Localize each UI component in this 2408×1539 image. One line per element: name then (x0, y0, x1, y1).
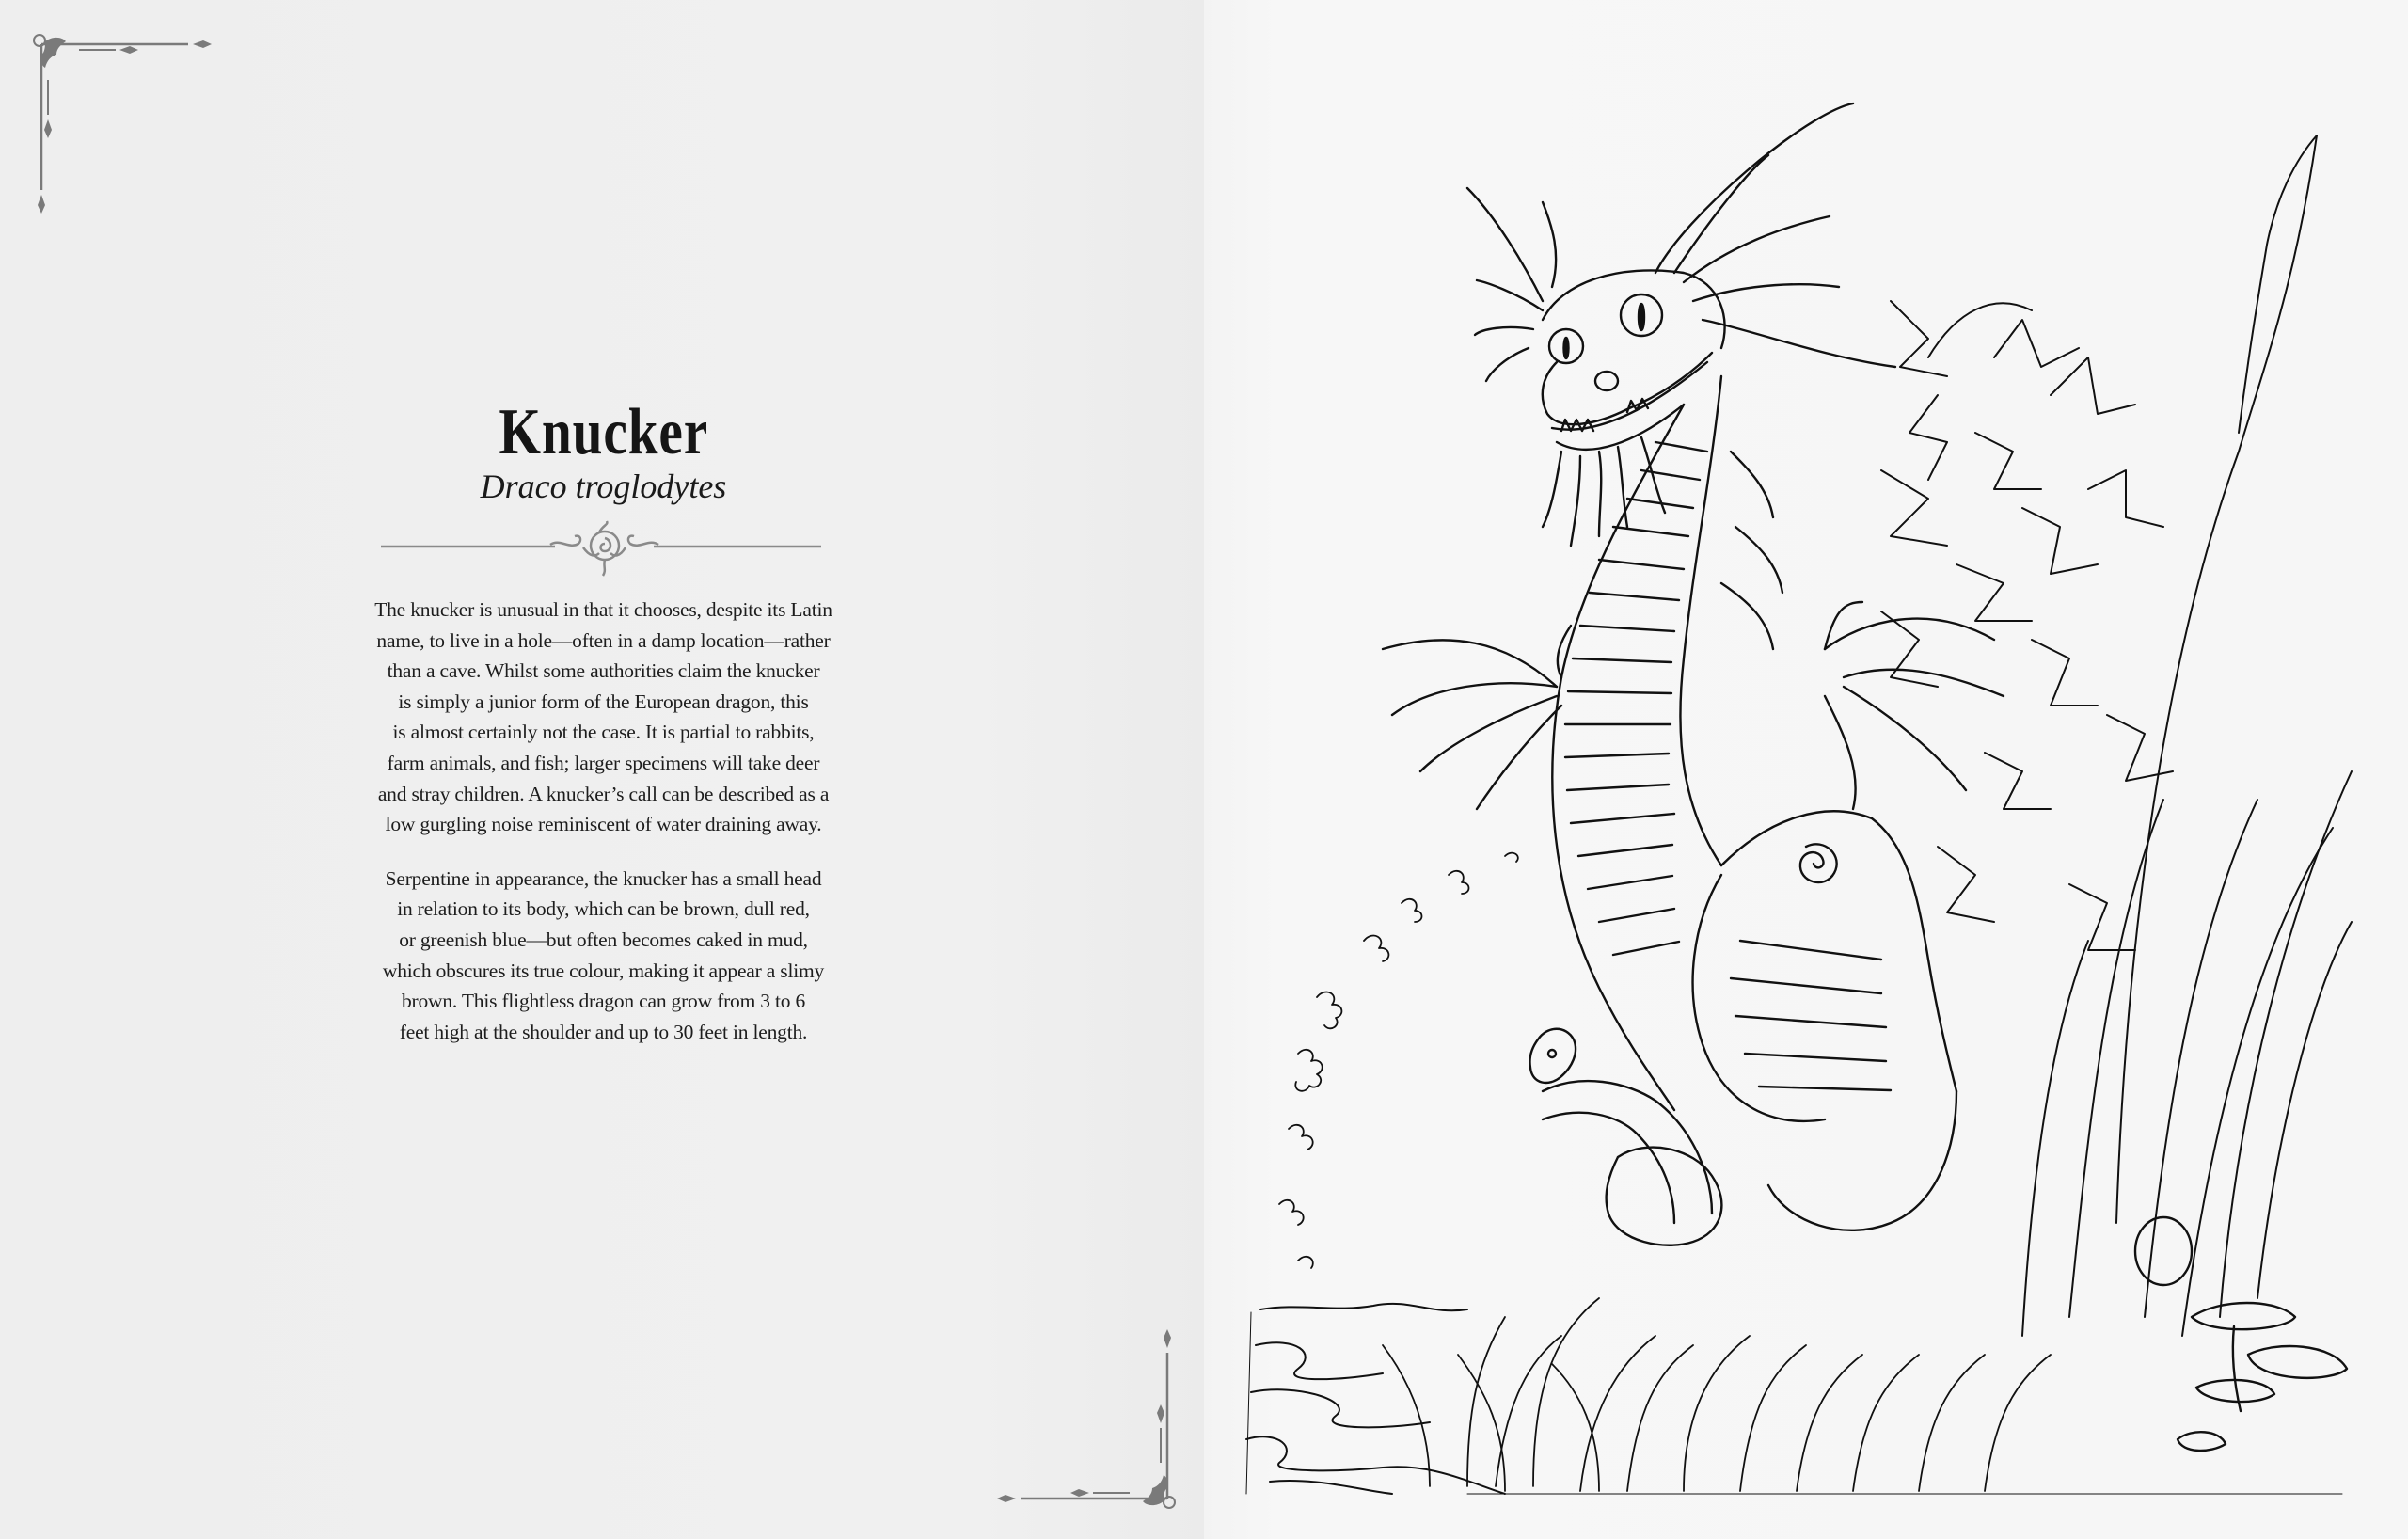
text-line: Serpentine in appearance, the knucker has a small head (385, 866, 822, 890)
text-line: farm animals, and fish; larger specimens will take deer (387, 751, 820, 774)
dragon-wing-right (1825, 602, 2004, 809)
page-title (0, 395, 1207, 470)
text-line: and stray children. A knucker’s call can be described as a (377, 782, 830, 805)
text-line: low gurgling noise reminiscent of water draining away. (385, 813, 822, 836)
paragraph-1 (282, 595, 925, 840)
text-line: than a cave. Whilst some authorities claim the knucker (387, 659, 820, 683)
text-line: The knucker is unusual in that it chooses, despite its Latin (374, 598, 832, 621)
description-text (282, 595, 925, 1047)
title-text: Knucker (499, 396, 708, 468)
mushroom-icon (2135, 1217, 2347, 1451)
text-line: is simply a junior form of the European dragon, this (398, 690, 809, 713)
scroll-divider-icon (381, 519, 823, 578)
text-line: in relation to its body, which can be brown, dull red, (397, 897, 810, 921)
text-line: which obscures its true colour, making it appear a slimy (382, 959, 825, 982)
text-line: feet high at the shoulder and up to 30 feet in length. (399, 1020, 808, 1043)
paragraph-2 (282, 864, 925, 1048)
dragon-wing-left (1383, 626, 1571, 809)
grass-icon (1383, 1298, 2342, 1494)
stream-icon (1246, 1304, 1505, 1494)
corner-flourish-icon (28, 28, 226, 226)
shrub-icon (1279, 853, 1518, 1268)
text-line: brown. This flightless dragon can grow from 3 to 6 (401, 990, 806, 1013)
foliage-icon (1881, 135, 2352, 1336)
dragon-illustration (1240, 94, 2368, 1500)
dragon-neck (1552, 376, 1782, 1110)
dragon-head (1467, 103, 1895, 546)
corner-flourish-icon (983, 1317, 1180, 1515)
text-line: or greenish blue—but often becomes caked in mud, (399, 928, 808, 951)
dragon-body (1529, 811, 1956, 1245)
text-line: is almost certainly not the case. It is partial to rabbits, (392, 721, 815, 744)
text-line: name, to live in a hole—often in a damp location—rather (376, 628, 831, 652)
latin-name: Draco troglodytes (480, 468, 727, 505)
